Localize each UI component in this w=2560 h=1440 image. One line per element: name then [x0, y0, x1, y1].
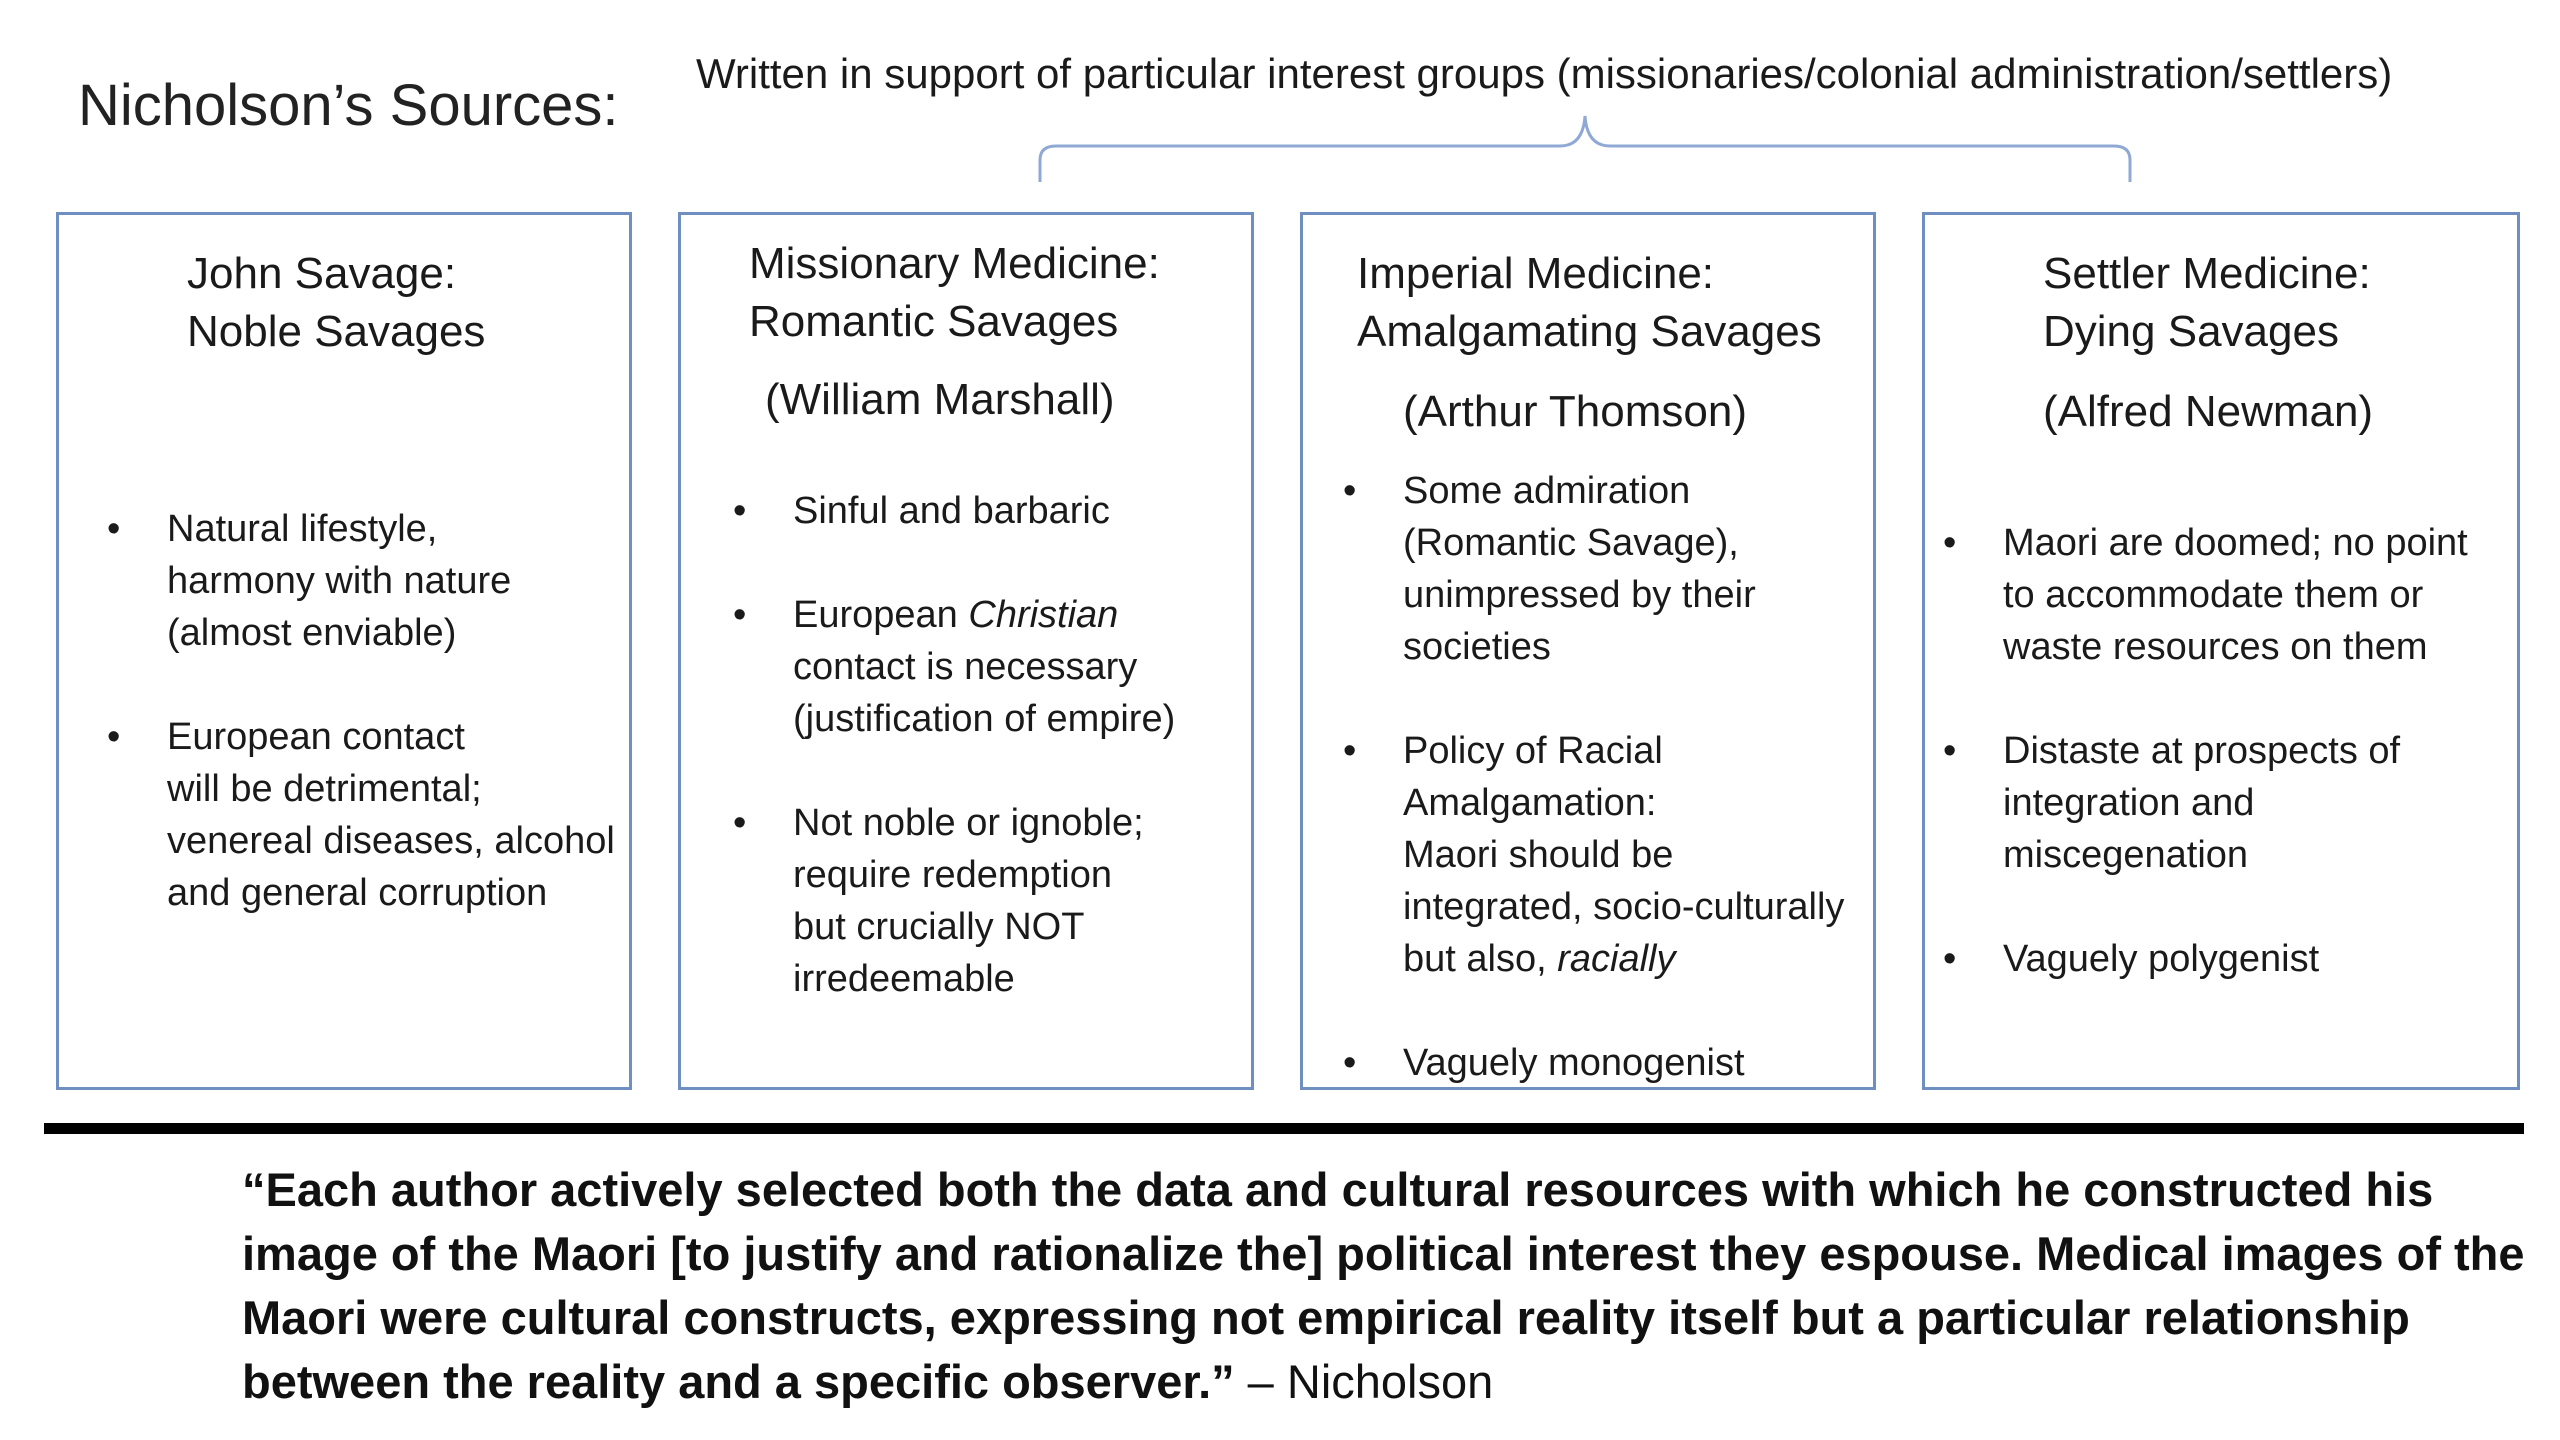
- bullet-line: Vaguely polygenist: [2003, 938, 2320, 980]
- bullet-icon: •: [733, 594, 747, 636]
- bullet-line: and general corruption: [167, 872, 548, 914]
- card-title: [749, 235, 1160, 351]
- bullet-line: Distaste at prospects of: [2003, 730, 2401, 772]
- bullet-line: European contact: [167, 716, 465, 758]
- divider-rule: [44, 1123, 2524, 1134]
- list-item: [107, 711, 615, 919]
- bullet-emphasis: racially: [1557, 938, 1676, 980]
- card-title-line2: Amalgamating Savages: [1357, 307, 1822, 356]
- bullet-icon: •: [1943, 938, 1957, 980]
- bullet-line: Policy of Racial: [1403, 730, 1663, 772]
- bullet-line: (Romantic Savage),: [1403, 522, 1739, 564]
- bullet-line: contact is necessary: [793, 646, 1138, 688]
- group-caption: Written in support of particular interest groups (missionaries/colonial administration/settlers): [696, 50, 2393, 97]
- bullet-line: Natural lifestyle,: [167, 508, 438, 550]
- bullet-line: irredeemable: [793, 958, 1015, 1000]
- bullet-line: but crucially NOT: [793, 906, 1085, 948]
- bullet-list: [733, 485, 1176, 1005]
- bullet-line: venereal diseases, alcohol: [167, 820, 615, 862]
- list-item: [1343, 1037, 1844, 1089]
- card-missionary-medicine: [678, 212, 1254, 1090]
- bullet-line: Some admiration: [1403, 470, 1691, 512]
- bullet-list: [107, 503, 615, 919]
- card-title-line2: Dying Savages: [2043, 307, 2339, 356]
- bullet-line: waste resources on them: [2003, 626, 2428, 668]
- bullet-line: (almost enviable): [167, 612, 457, 654]
- card-author: (Arthur Thomson): [1403, 387, 1747, 436]
- bullet-line: harmony with nature: [167, 560, 512, 602]
- bullet-list: [1943, 517, 2468, 985]
- card-imperial-medicine: [1300, 212, 1876, 1090]
- list-item: [107, 503, 615, 659]
- card-title: [2043, 245, 2371, 361]
- bullet-icon: •: [1943, 730, 1957, 772]
- bullet-icon: •: [1343, 470, 1357, 512]
- card-author: (William Marshall): [765, 375, 1115, 424]
- bullet-line: integration and: [2003, 782, 2255, 824]
- card-title-line1: Settler Medicine:: [2043, 249, 2371, 298]
- bullet-line: unimpressed by their: [1403, 574, 1756, 616]
- bullet-line: require redemption: [793, 854, 1112, 896]
- bullet-list: [1343, 465, 1845, 1089]
- bullet-line: Amalgamation:: [1403, 782, 1657, 824]
- bullet-text: but also,: [1403, 938, 1558, 980]
- list-item: [733, 485, 1175, 537]
- card-title-line2: Noble Savages: [187, 307, 486, 356]
- bullet-line: Maori are doomed; no point: [2003, 522, 2468, 564]
- bullet-line: (justification of empire): [793, 698, 1176, 740]
- bullet-line: will be detrimental;: [167, 768, 482, 810]
- list-item: [1343, 465, 1844, 673]
- list-item: [1343, 725, 1845, 985]
- card-title-line2: Romantic Savages: [749, 297, 1119, 346]
- card-author: (Alfred Newman): [2043, 387, 2374, 436]
- bullet-line: Vaguely monogenist: [1403, 1042, 1745, 1084]
- bullet-line: miscegenation: [2003, 834, 2249, 876]
- list-item: [733, 797, 1175, 1005]
- list-item: [1943, 933, 2468, 985]
- bullet-line: societies: [1403, 626, 1551, 668]
- bullet-line: [1403, 933, 1844, 985]
- bullet-icon: •: [1943, 522, 1957, 564]
- bullet-icon: •: [107, 716, 121, 758]
- bullet-line: to accommodate them or: [2003, 574, 2424, 616]
- bullet-line: Not noble or ignoble;: [793, 802, 1144, 844]
- quote-attribution: – Nicholson: [1234, 1355, 1494, 1408]
- bullet-icon: •: [733, 490, 747, 532]
- bullet-line: [793, 589, 1175, 641]
- quote-text: “Each author actively selected both the data and cultural resources with which he constructed his image of the Maori [to justify and rationalize the] political interest they espouse. Medical images of the Maori were cultural constructs, expressing not empirical reality itself but a particular relationship between the reality and a specific observer.”: [242, 1163, 2525, 1408]
- grouping-brace: [1030, 110, 2140, 185]
- card-john-savage: [56, 212, 632, 1090]
- card-title-line1: Imperial Medicine:: [1357, 249, 1715, 298]
- card-settler-medicine: [1922, 212, 2520, 1090]
- list-item: [733, 589, 1176, 745]
- bullet-icon: •: [1343, 1042, 1357, 1084]
- card-title-line1: Missionary Medicine:: [749, 239, 1160, 288]
- list-item: [1943, 725, 2468, 881]
- card-title: [187, 245, 485, 361]
- nicholson-quote: [242, 1158, 2542, 1414]
- bullet-icon: •: [107, 508, 121, 550]
- bullet-emphasis: Christian: [968, 594, 1119, 636]
- card-title-line1: John Savage:: [187, 249, 457, 298]
- card-title: [1357, 245, 1822, 361]
- bullet-line: Sinful and barbaric: [793, 490, 1110, 532]
- bullet-line: Maori should be: [1403, 834, 1674, 876]
- bullet-icon: •: [1343, 730, 1357, 772]
- slide-title: Nicholson’s Sources:: [78, 73, 619, 138]
- bullet-line: integrated, socio-culturally: [1403, 886, 1845, 928]
- bullet-icon: •: [733, 802, 747, 844]
- list-item: [1943, 517, 2468, 673]
- bullet-text: European: [793, 594, 969, 636]
